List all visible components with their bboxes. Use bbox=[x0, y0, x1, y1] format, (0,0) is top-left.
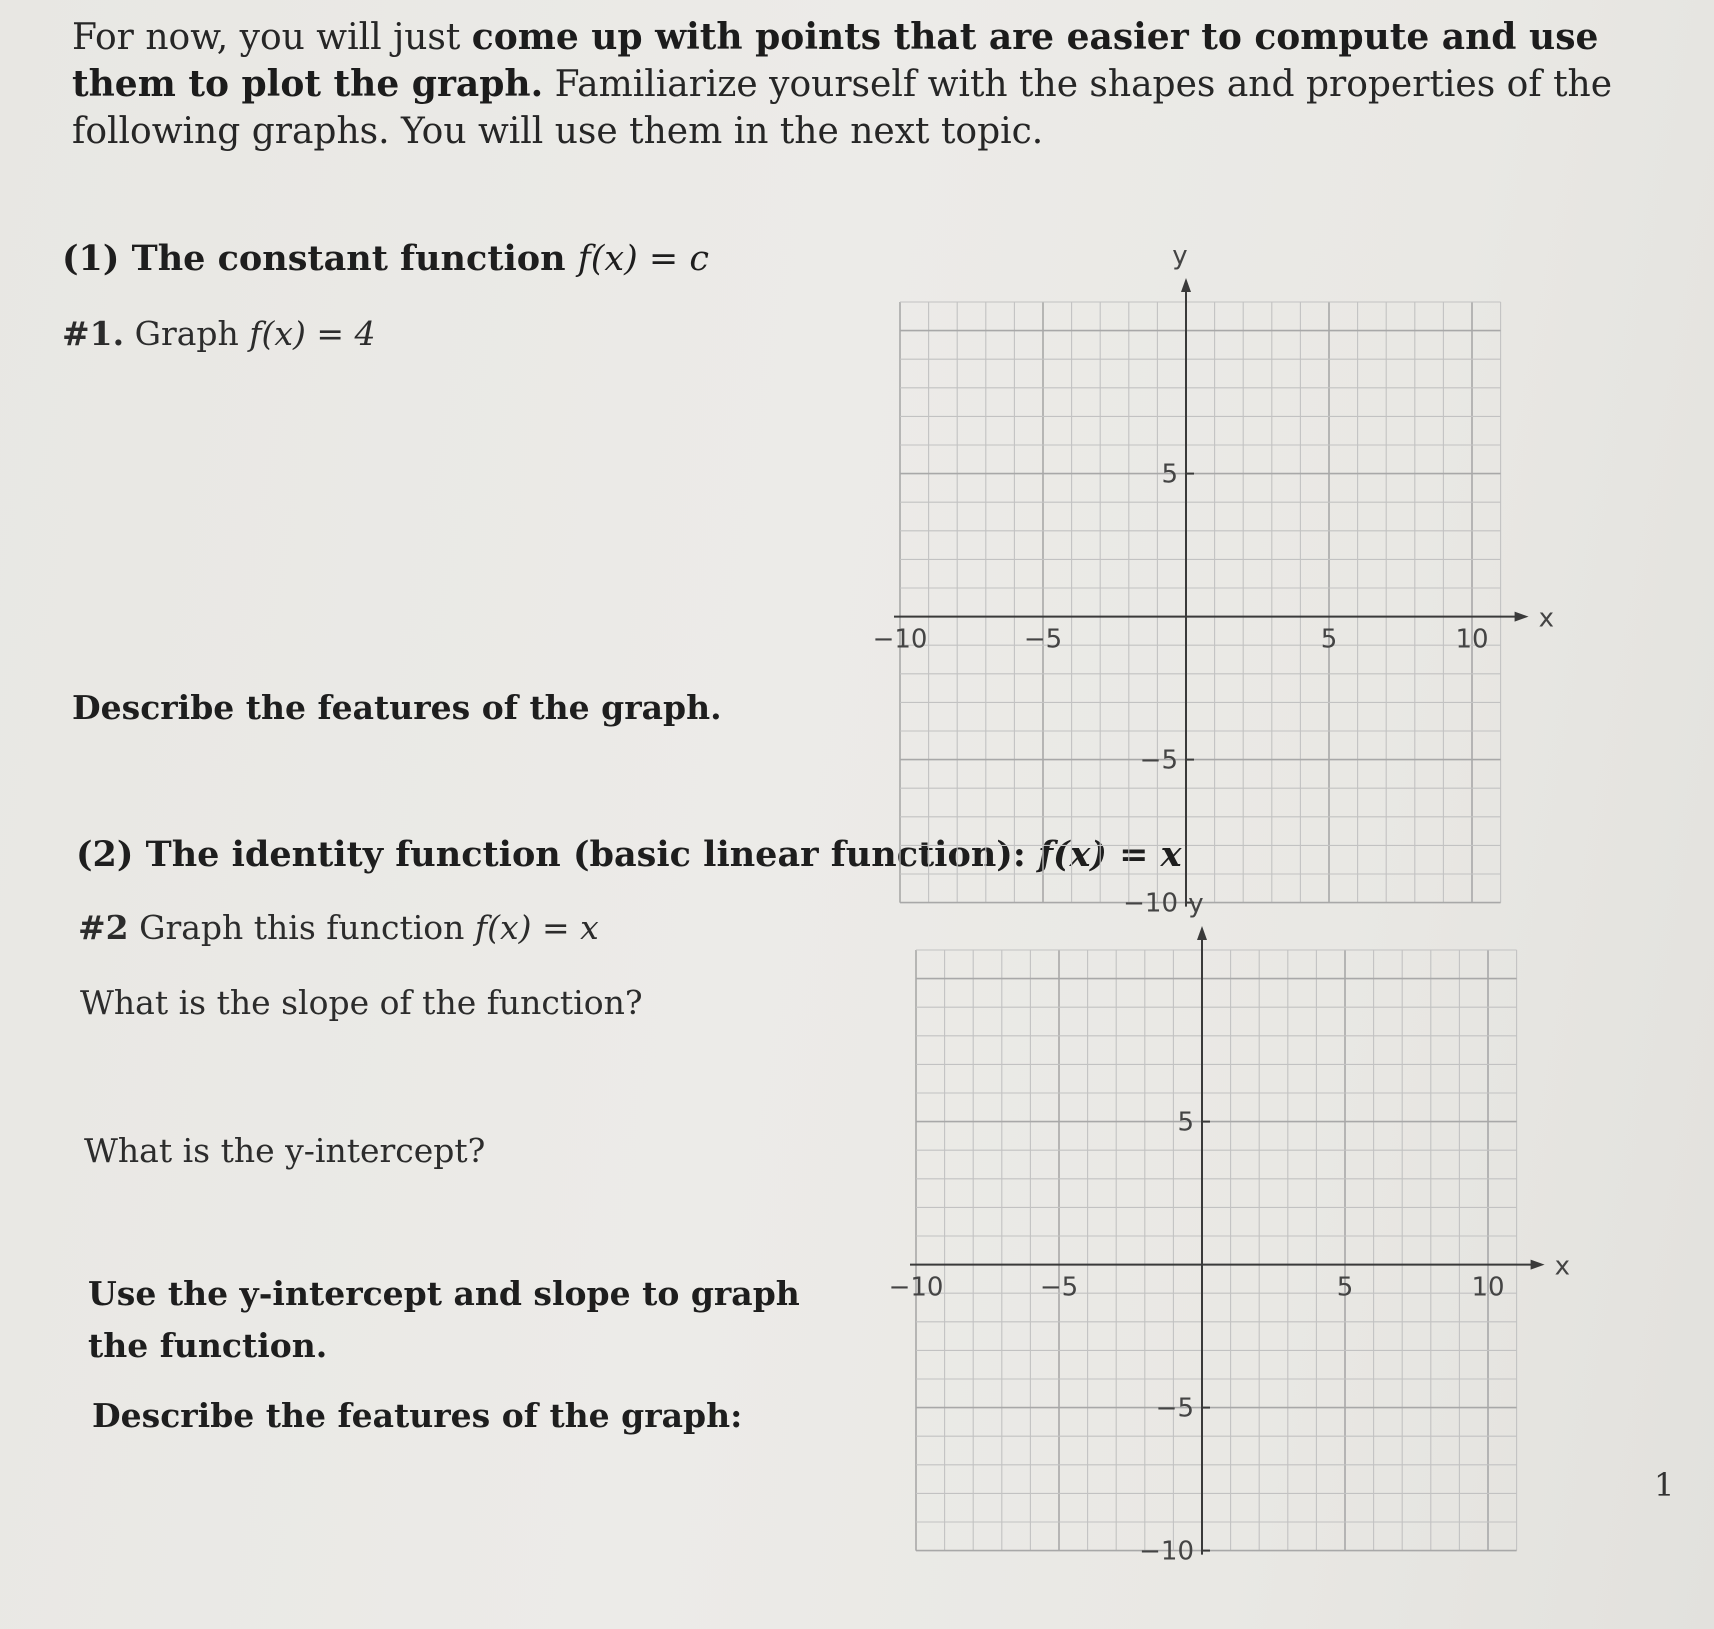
graph2-y-axis-label: y bbox=[1188, 889, 1204, 919]
graph2-y-tick-label: −5 bbox=[1155, 1393, 1194, 1424]
section1-heading bbox=[62, 238, 709, 279]
section1-describe-prompt: Describe the features of the graph. bbox=[72, 688, 722, 727]
task1-number: #1. bbox=[62, 314, 125, 353]
graph-2-coordinate-grid[interactable] bbox=[886, 889, 1570, 1567]
graph1-y-axis-label: y bbox=[1172, 241, 1188, 271]
section2-heading bbox=[76, 834, 1182, 875]
graph1-grid-lines bbox=[900, 302, 1501, 903]
graph1-x-axis-arrow-icon bbox=[1515, 612, 1529, 622]
intercept-question: What is the y-intercept? bbox=[84, 1131, 486, 1170]
task1-text: Graph bbox=[124, 314, 250, 353]
graph1-x-tick-label: −10 bbox=[872, 624, 928, 655]
task1-line bbox=[62, 314, 375, 353]
graph1-y-axis-arrow-icon bbox=[1181, 278, 1191, 292]
graph2-x-tick-label: 10 bbox=[1471, 1272, 1505, 1303]
graph2-x-axis-label: x bbox=[1554, 1251, 1570, 1282]
task2-text: Graph this function bbox=[128, 908, 475, 947]
graph1-y-tick-label: 5 bbox=[1161, 459, 1178, 490]
task2-line bbox=[78, 908, 599, 947]
use-intercept-slope-instruction: Use the y-intercept and slope to graph the function. bbox=[88, 1274, 800, 1365]
graph1-y-tick-label: −5 bbox=[1139, 745, 1178, 776]
intro-paragraph bbox=[72, 14, 1652, 155]
graph1-x-axis-label: x bbox=[1538, 603, 1554, 634]
graph1-x-tick-label: 10 bbox=[1455, 624, 1489, 655]
section2-heading-label: (2) The identity function (basic linear function): bbox=[76, 834, 1038, 875]
page-number: 1 bbox=[1654, 1466, 1675, 1504]
graph2-x-tick-label: 5 bbox=[1336, 1272, 1354, 1303]
graph2-y-axis-arrow-icon bbox=[1197, 926, 1207, 940]
section2-heading-math: f(x) = x bbox=[1037, 834, 1182, 875]
section1-heading-math: f(x) = c bbox=[577, 239, 709, 279]
graph1-y-tick-label: −10 bbox=[1123, 888, 1178, 919]
graph2-grid-lines bbox=[916, 950, 1517, 1551]
graph2-x-axis-arrow-icon bbox=[1531, 1260, 1545, 1270]
task2-number: #2 bbox=[78, 908, 129, 947]
graph2-y-tick-label: 5 bbox=[1177, 1107, 1194, 1138]
intro-bold-text: come up with points that are easier to compute and use them to plot the graph. bbox=[72, 16, 1599, 105]
graph2-x-tick-label: −5 bbox=[1039, 1272, 1079, 1303]
intro-text-end: Familiarize yourself with the shapes and properties of the following graphs. You will use them in the next topic. bbox=[72, 64, 1613, 152]
section2-describe-prompt: Describe the features of the graph: bbox=[92, 1396, 743, 1435]
task2-math: f(x) = x bbox=[474, 908, 599, 947]
graph1-x-tick-label: −5 bbox=[1023, 624, 1063, 655]
graph2-x-tick-label: −10 bbox=[888, 1272, 944, 1303]
task1-math: f(x) = 4 bbox=[249, 314, 376, 353]
intro-text-start: For now, you will just bbox=[72, 17, 472, 58]
graph2-y-tick-label: −10 bbox=[1139, 1536, 1194, 1567]
section1-heading-label: (1) The constant function bbox=[62, 238, 578, 279]
graph1-x-tick-label: 5 bbox=[1320, 624, 1338, 655]
slope-question: What is the slope of the function? bbox=[80, 983, 643, 1022]
